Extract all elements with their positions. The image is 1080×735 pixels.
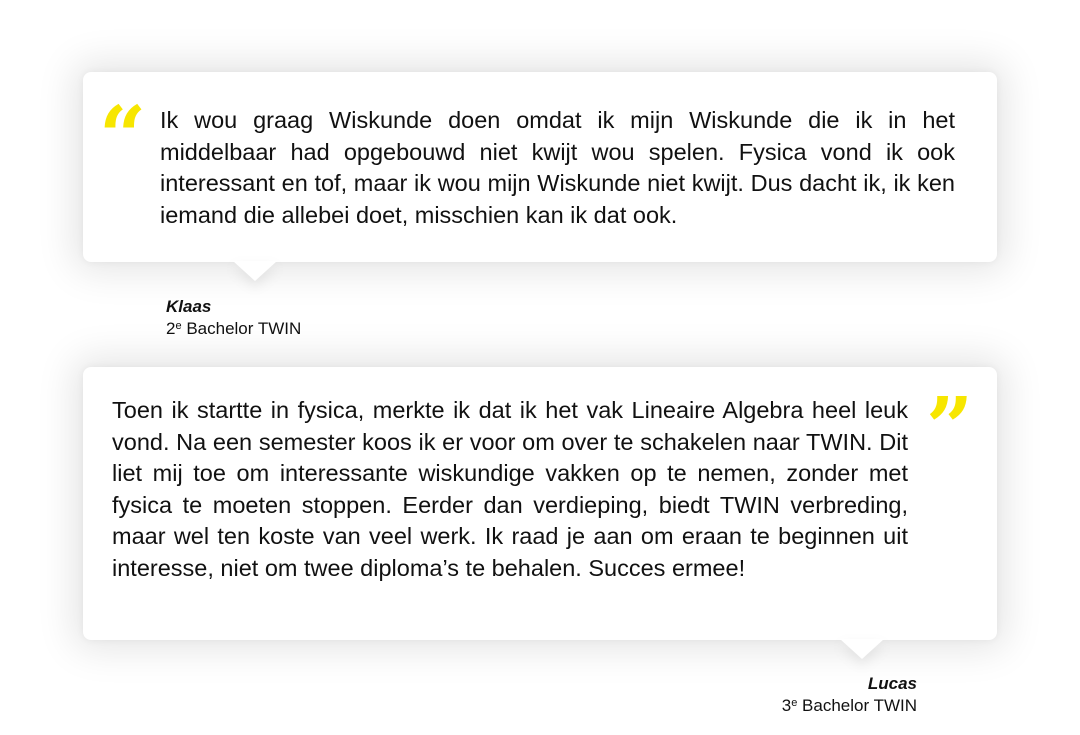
author-program <box>166 318 301 340</box>
testimonial-card-lucas <box>83 367 997 640</box>
open-quote-icon: “ <box>99 89 147 185</box>
speech-bubble-tail <box>233 261 277 281</box>
testimonial-text: Toen ik startte in fysica, merkte ik dat ik het vak Lineaire Algebra heel leuk vond. Na een semester koos ik er voor om over te schakelen naar TWIN. Dit liet mij toe om interessante wiskundige vakken op te nemen, zonder met fysica te moeten stoppen. Eerder dan verdieping, biedt TWIN verbreding, maar wel ten koste van veel werk. Ik raad je aan om eraan te beginnen uit interesse, niet om twee diploma’s te behalen. Succes ermee! <box>112 397 908 581</box>
close-quote-icon: ” <box>926 380 974 476</box>
author-program <box>782 695 917 717</box>
author-program-label: Bachelor TWIN <box>797 696 917 715</box>
author-name: Lucas <box>867 674 917 693</box>
testimonial-card-klaas <box>83 72 997 262</box>
testimonial-text: Ik wou graag Wiskunde doen omdat ik mijn Wiskunde die ik in het middelbaar had opgebouwd niet kwijt wou spelen. Fysica vond ik ook interessant en tof, maar ik wou mijn Wiskunde niet kwijt. Dus dacht ik, ik ken iemand die allebei doet, misschien kan ik dat ook. <box>160 107 955 228</box>
author-info-lucas <box>782 673 917 717</box>
author-program-label: Bachelor TWIN <box>181 319 302 338</box>
author-year: 3 <box>781 696 792 715</box>
author-year: 2 <box>166 319 176 338</box>
author-name: Klaas <box>166 297 212 316</box>
author-year-suffix: e <box>791 697 798 709</box>
author-info-klaas <box>166 296 301 340</box>
author-year-suffix: e <box>175 320 182 332</box>
speech-bubble-tail <box>840 639 884 659</box>
